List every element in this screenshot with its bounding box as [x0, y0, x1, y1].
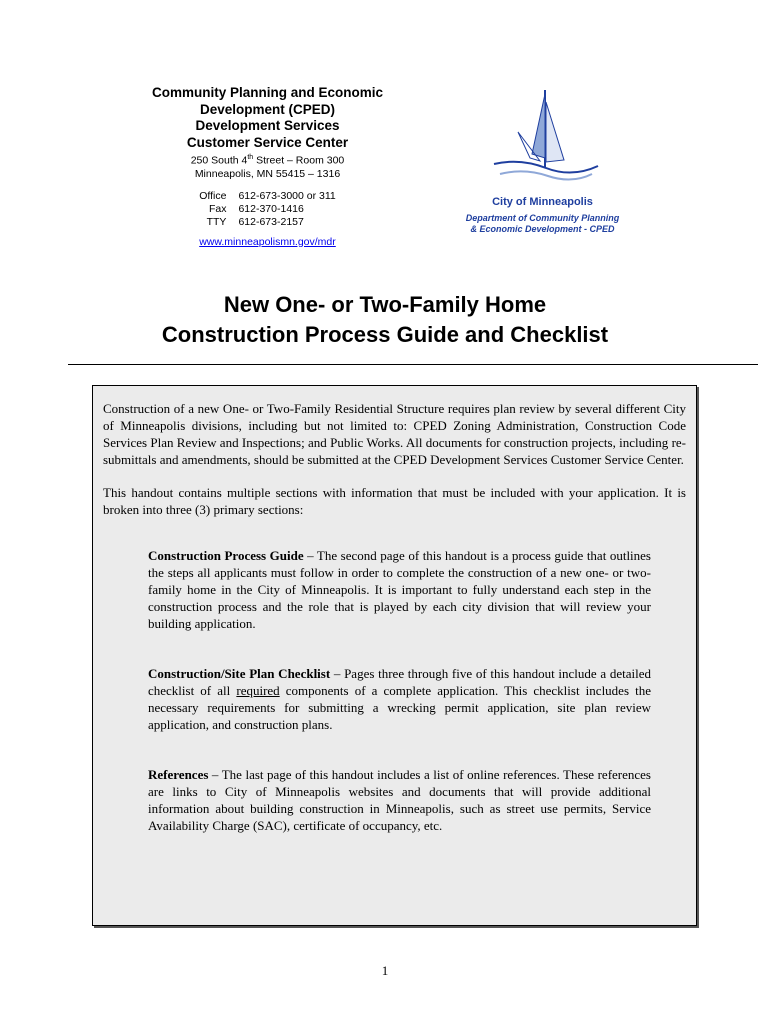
contact-value: 612-673-2157 — [238, 215, 304, 228]
header-organization-block — [140, 85, 395, 248]
sections-intro-paragraph: This handout contains multiple sections with information that must be included with your application. It is broken into three (3) primary sections: — [103, 485, 686, 517]
section-text: – The second page of this handout is a process guide that outlines the steps all applicants must follow in order to complete the construction of a new one- or two-family home in the City of Minneapolis. It is important to fully understand each step in the construction process and the role that is played by each city division that will review your building application. — [148, 548, 651, 631]
contact-row-tty — [199, 216, 336, 229]
title-line-2: Construction Process Guide and Checklist — [161, 322, 609, 347]
website-link[interactable]: www.minneapolismn.gov/mdr — [199, 235, 336, 248]
intro-paragraph: Construction of a new One- or Two-Family Residential Structure requires plan review by several different City of Minneapolis divisions, including but not limited to: CPED Zoning Administration, Construction Code Services Plan Review and Inspections; and Public Works. All documents for construction projects, including re-submittals and amendments, should be submitted at the CPED Development Services Customer Service Center. — [103, 401, 686, 467]
section-text: – The last page of this handout includes a list of online references. These references are links to City of Minneapolis websites and documents that will provide additional information about building construction in Minneapolis, such as street use permits, Service Availability Charge (SAC), certificate of occupancy, etc. — [148, 767, 651, 833]
section-site-plan-checklist — [148, 665, 651, 733]
logo-city-name: City of Minneapolis — [492, 196, 593, 208]
section-text: components of a complete application. This checklist includes the necessary requirements for submitting a wrecking permit application, site plan review application, and construction plans. — [148, 683, 651, 732]
contact-row-office — [199, 190, 336, 203]
contact-label: Fax — [208, 202, 227, 215]
section-title: References — [148, 767, 209, 782]
document-title — [0, 290, 770, 350]
contact-value: 612-370-1416 — [238, 202, 304, 215]
page-number: 1 — [381, 963, 389, 978]
section-text: – Pages three through five of this handout include a detailed checklist of all — [148, 666, 651, 698]
org-name-line-3: Development Services — [195, 118, 340, 133]
org-name-line-4: Customer Service Center — [186, 134, 349, 150]
contact-value: 612-673-3000 or 311 — [238, 189, 336, 202]
logo-department-line-1: Department of Community Planning — [465, 213, 620, 223]
contact-row-fax — [199, 203, 336, 216]
logo-department — [460, 213, 625, 235]
contact-label: TTY — [206, 215, 227, 228]
org-name-line-2: Development (CPED) — [199, 101, 336, 117]
section-title: Construction/Site Plan Checklist — [148, 666, 331, 681]
address-city: Minneapolis, MN 55415 – 1316 — [194, 168, 341, 180]
overview-box — [92, 385, 697, 926]
title-line-1: New One- or Two-Family Home — [223, 292, 547, 317]
logo-department-line-2: & Economic Development - CPED — [470, 224, 615, 234]
sailboat-logo-icon — [460, 88, 625, 193]
contact-table — [199, 190, 336, 229]
section-references — [148, 766, 651, 834]
address-street: 250 South 4th Street – Room 300 — [190, 154, 345, 167]
org-name-line-1: Community Planning and Economic — [151, 85, 384, 100]
title-divider — [68, 364, 758, 365]
section-process-guide — [148, 547, 651, 632]
city-logo — [460, 88, 625, 243]
contact-label: Office — [199, 189, 227, 202]
section-title: Construction Process Guide — [148, 548, 304, 563]
section-text-underlined: required — [236, 683, 280, 698]
